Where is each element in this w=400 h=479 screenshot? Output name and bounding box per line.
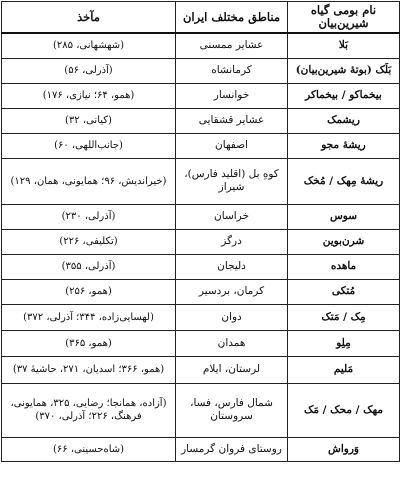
table-row — [2, 437, 400, 461]
cell-source: (کیانی، ۳۲) — [2, 108, 176, 133]
table-row — [2, 133, 400, 158]
cell-region: عشایر قشقایی — [176, 108, 288, 133]
table-row — [2, 33, 400, 58]
cell-region: کوهِ بل (اقلید فارس)، شیراز — [176, 158, 288, 204]
cell-region: خراسان — [176, 204, 288, 229]
header-region: مناطق مختلف ایران — [176, 2, 288, 34]
cell-region: عشایر ممسنی — [176, 33, 288, 58]
cell-region: خوانسار — [176, 83, 288, 108]
cell-source: (لهسایی‌زاده، ۳۴۴؛ آذرلی، ۳۷۲) — [2, 304, 176, 330]
cell-region: روستای فروان گرمسار — [176, 437, 288, 461]
table-row — [2, 254, 400, 279]
cell-region: اصفهان — [176, 133, 288, 158]
header-source: مآخذ — [2, 2, 176, 34]
header-name: نام بومی گیاه شیرین‌بیان — [288, 2, 400, 34]
cell-name: مِلِو — [288, 330, 400, 356]
table-row — [2, 58, 400, 83]
table-row — [2, 229, 400, 254]
cell-source: (شهشهانی، ۲۸۵) — [2, 33, 176, 58]
cell-name: بَلا — [288, 33, 400, 58]
cell-region: شمال فارس، فسا، سروستان — [176, 383, 288, 437]
cell-name: مهک / محک / مَک — [288, 383, 400, 437]
table-row — [2, 304, 400, 330]
cell-source: (همو، ۶۴؛ نیازی، ۱۷۶) — [2, 83, 176, 108]
table-row — [2, 83, 400, 108]
cell-source: (جانب‌اللهی، ۶۰) — [2, 133, 176, 158]
cell-source: (خیراندیش، ۹۶؛ همایونی، همان، ۱۲۹) — [2, 158, 176, 204]
cell-name: وَرواش — [288, 437, 400, 461]
cell-name: ریشهٔ مِهک / مُخک — [288, 158, 400, 204]
cell-name: ماهده — [288, 254, 400, 279]
cell-source: (همو، ۳۶۵) — [2, 330, 176, 356]
cell-region: درگز — [176, 229, 288, 254]
cell-region: کرمان، بردسیر — [176, 279, 288, 304]
cell-name: بیخماکو / بیخماکر — [288, 83, 400, 108]
cell-source: (همو، ۲۵۶) — [2, 279, 176, 304]
table-row — [2, 383, 400, 437]
cell-region: همدان — [176, 330, 288, 356]
header-row — [2, 2, 400, 34]
cell-source: (آذرلی، ۳۵۵) — [2, 254, 176, 279]
table-row — [2, 158, 400, 204]
cell-name: مَلیم — [288, 356, 400, 383]
cell-source: (آذرلی، ۵۶) — [2, 58, 176, 83]
table-row — [2, 108, 400, 133]
cell-source: (همو، ۳۶۶؛ اسدیان، ۲۷۱، حاشیهٔ ۳۷) — [2, 356, 176, 383]
cell-name: بَلَک (بوتهٔ شیرین‌بیان) — [288, 58, 400, 83]
names-table — [1, 1, 400, 462]
table-row — [2, 204, 400, 229]
cell-name: سوس — [288, 204, 400, 229]
table-row — [2, 279, 400, 304]
cell-region: دلیجان — [176, 254, 288, 279]
cell-source: (تکلیفی، ۲۲۶) — [2, 229, 176, 254]
cell-source: (آزاده، همانجا؛ رضایی، ۳۲۵، همایونی، فرهنگ، ۲۲۶؛ آذرلی، ۳۷۰) — [2, 383, 176, 437]
cell-region: لرستان، ایلام — [176, 356, 288, 383]
cell-name: ریشمک — [288, 108, 400, 133]
cell-region: دوان — [176, 304, 288, 330]
cell-name: ریشهٔ مجو — [288, 133, 400, 158]
cell-region: کرمانشاه — [176, 58, 288, 83]
cell-source: (شاه‌حسینی، ۶۶) — [2, 437, 176, 461]
cell-name: مُتکی — [288, 279, 400, 304]
table-row — [2, 356, 400, 383]
cell-name: مِک / مَتک — [288, 304, 400, 330]
table-row — [2, 330, 400, 356]
cell-source: (آذرلی، ۲۳۰) — [2, 204, 176, 229]
cell-name: شرن‌بوین — [288, 229, 400, 254]
